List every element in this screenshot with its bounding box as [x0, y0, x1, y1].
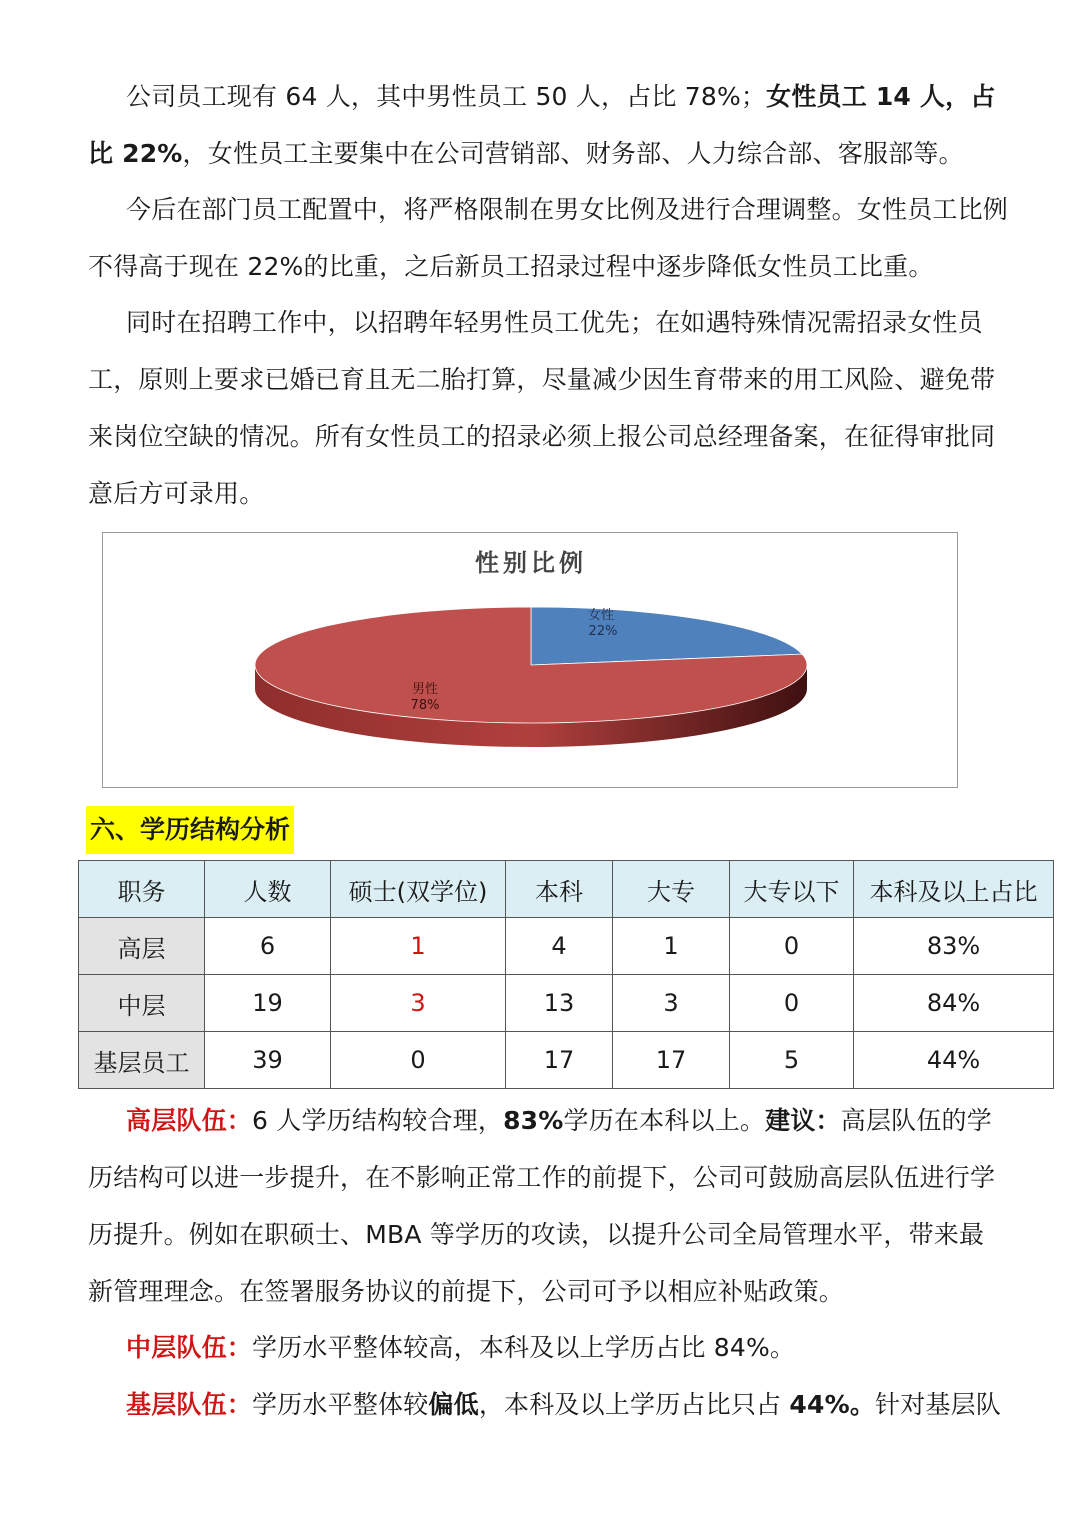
- analysis-base: [88, 1376, 1008, 1433]
- table-cell: 13: [506, 975, 613, 1032]
- intro-paragraph-1: [88, 68, 1008, 182]
- analysis-mid: [88, 1319, 1008, 1376]
- analysis-text: 针对基层队: [875, 1390, 1002, 1419]
- analysis-bold: 83%: [503, 1106, 564, 1135]
- table-cell: 1: [613, 918, 730, 975]
- suggest-label: 建议：: [765, 1106, 841, 1135]
- header-cell: 本科: [506, 861, 613, 918]
- table-cell: 44%: [854, 1032, 1054, 1089]
- analysis-high: [88, 1092, 1008, 1320]
- header-cell: 职务: [79, 861, 205, 918]
- slice-value-female: 22%: [588, 624, 618, 639]
- table-cell: 17: [506, 1032, 613, 1089]
- table-cell: 0: [730, 918, 854, 975]
- education-table: [78, 860, 1054, 1089]
- chart-title: 性别比例: [475, 549, 587, 577]
- role-cell: 基层员工: [79, 1032, 205, 1089]
- slice-label-male: 男性: [411, 682, 439, 697]
- analysis-bold: 偏低: [428, 1390, 479, 1419]
- section-heading: 六、学历结构分析: [86, 806, 294, 854]
- mid-label: 中层队伍：: [126, 1333, 253, 1362]
- table-cell: 3: [613, 975, 730, 1032]
- female-ratio-highlight: 女性员工 14 人，占比 22%: [88, 82, 996, 168]
- table-row: [79, 918, 1054, 975]
- table-cell: 17: [613, 1032, 730, 1089]
- header-cell: 大专: [613, 861, 730, 918]
- role-cell: 中层: [79, 975, 205, 1032]
- table-header-row: [79, 861, 1054, 918]
- table-cell: 19: [205, 975, 331, 1032]
- intro-paragraph-3: 同时在招聘工作中，以招聘年轻男性员工优先；在如遇特殊情况需招录女性员工，原则上要求已婚已育且无二胎打算，尽量减少因生育带来的用工风险、避免带来岗位空缺的情况。所有女性员工的招录必须上报公司总经理备案，在征得审批同意后方可录用。: [88, 308, 996, 508]
- table-cell: 3: [331, 975, 506, 1032]
- intro-paragraph-2: 今后在部门员工配置中，将严格限制在男女比例及进行合理调整。女性员工比例不得高于现在 22%的比重，之后新员工招录过程中逐步降低女性员工比重。: [88, 195, 1009, 281]
- table-row: [79, 975, 1054, 1032]
- table-cell: 84%: [854, 975, 1054, 1032]
- header-cell: 硕士(双学位): [331, 861, 506, 918]
- table-cell: 0: [331, 1032, 506, 1089]
- analysis-text: 6 人学历结构较合理，: [252, 1106, 504, 1135]
- analysis-bold: 44%。: [789, 1390, 876, 1419]
- table-cell: 5: [730, 1032, 854, 1089]
- table-cell: 83%: [854, 918, 1054, 975]
- analysis-text: 学历水平整体较高，本科及以上学历占比 84%。: [252, 1333, 796, 1362]
- pie-group: [255, 607, 807, 747]
- analysis-text: 高层队伍的学历结构可以进一步提升，在不影响正常工作的前提下，公司可鼓励高层队伍进行学历提升。例如在职硕士、MBA 等学历的攻读，以提升公司全局管理水平，带来最新管理理念。在签署服务协议的前提下，公司可予以相应补贴政策。: [88, 1106, 996, 1306]
- intro-text: 公司员工现有 64 人，其中男性员工 50 人，占比 78%；: [126, 82, 767, 111]
- table-row: [79, 1032, 1054, 1089]
- base-label: 基层队伍：: [126, 1390, 253, 1419]
- analysis-text: ，本科及以上学历占比只占: [478, 1390, 790, 1419]
- table-cell: 39: [205, 1032, 331, 1089]
- role-cell: 高层: [79, 918, 205, 975]
- table-cell: 1: [331, 918, 506, 975]
- analysis-text: 学历水平整体较: [252, 1390, 429, 1419]
- table-cell: 6: [205, 918, 331, 975]
- analysis-text: 学历在本科以上。: [563, 1106, 766, 1135]
- header-cell: 大专以下: [730, 861, 854, 918]
- slice-value-male: 78%: [410, 698, 440, 713]
- slice-label-female: 女性: [587, 608, 615, 623]
- pie-chart-svg: [103, 533, 959, 789]
- table-cell: 0: [730, 975, 854, 1032]
- header-cell: 本科及以上占比: [854, 861, 1054, 918]
- intro-text: ，女性员工主要集中在公司营销部、财务部、人力综合部、客服部等。: [182, 139, 964, 168]
- high-label: 高层队伍：: [126, 1106, 253, 1135]
- table-cell: 4: [506, 918, 613, 975]
- header-cell: 人数: [205, 861, 331, 918]
- gender-pie-chart: [102, 532, 958, 788]
